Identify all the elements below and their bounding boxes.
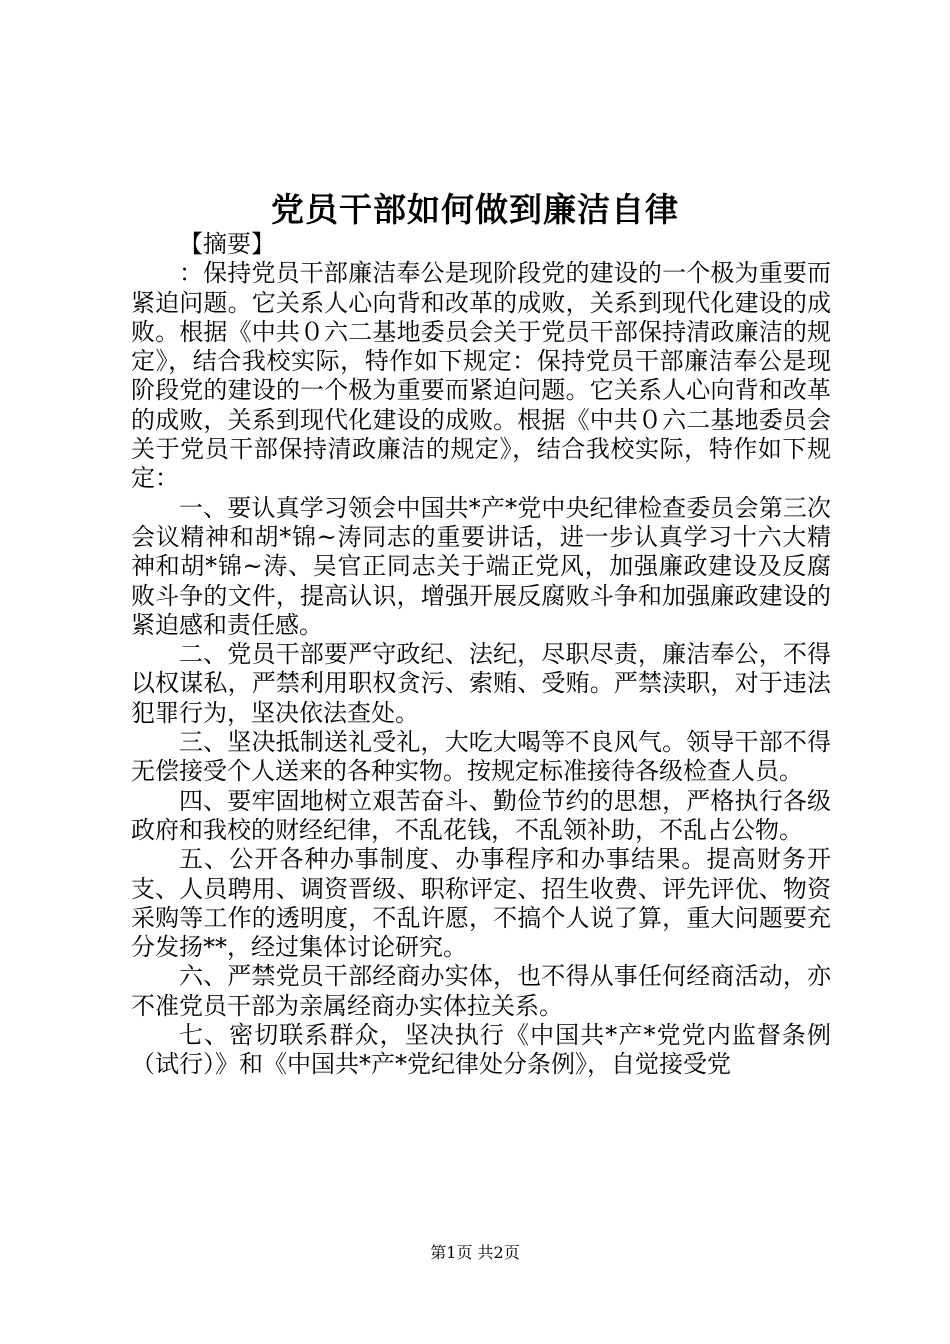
paragraph-4: 四、要牢固地树立艰苦奋斗、勤俭节约的思想，严格执行各级政府和我校的财经纪律，不乱花钱，不乱领补助，不乱占公物。	[131, 786, 831, 844]
paragraph-2: 二、党员干部要严守政纪、法纪，尽职尽责，廉洁奉公，不得以权谋私，严禁利用职权贪污、索贿、受贿。严禁渎职，对于违法犯罪行为，坚决依法查处。	[131, 640, 831, 727]
paragraph-6: 六、严禁党员干部经商办实体，也不得从事任何经商活动，亦不准党员干部为亲属经商办实体拉关系。	[131, 962, 831, 1020]
document-title: 党员干部如何做到廉洁自律	[271, 190, 679, 229]
abstract-heading: 【摘要】	[179, 230, 275, 258]
page-footer: 第1页 共2页	[430, 1243, 520, 1262]
paragraph-abstract: ：保持党员干部廉洁奉公是现阶段党的建设的一个极为重要而紧迫问题。它关系人心向背和改革的成败，关系到现代化建设的成败。根据《中共０六二基地委员会关于党员干部保持清政廉洁的规定》，结合我校实际，特作如下规定：保持党员干部廉洁奉公是现阶段党的建设的一个极为重要而紧迫问题。它关系人心向背和改革的成败，关系到现代化建设的成败。根据《中共０六二基地委员会关于党员干部保持清政廉洁的规定》，结合我校实际，特作如下规定：	[131, 259, 831, 493]
paragraph-7: 七、密切联系群众，坚决执行《中国共*产*党党内监督条例（试行）》和《中国共*产*党纪律处分条例》，自觉接受党	[131, 1021, 831, 1079]
paragraph-3: 三、坚决抵制送礼受礼，大吃大喝等不良风气。领导干部不得无偿接受个人送来的各种实物。按规定标准接待各级检查人员。	[131, 728, 831, 786]
paragraph-1: 一、要认真学习领会中国共*产*党中央纪律检查委员会第三次会议精神和胡*锦~涛同志的重要讲话，进一步认真学习十六大精神和胡*锦~涛、吴官正同志关于端正党风，加强廉政建设及反腐败斗争的文件，提高认识，增强开展反腐败斗争和加强廉政建设的紧迫感和责任感。	[131, 493, 831, 639]
document-body	[131, 230, 831, 1080]
paragraph-5: 五、公开各种办事制度、办事程序和办事结果。提高财务开支、人员聘用、调资晋级、职称评定、招生收费、评先评优、物资采购等工作的透明度，不乱许愿，不搞个人说了算，重大问题要充分发扬**，经过集体讨论研究。	[131, 845, 831, 962]
